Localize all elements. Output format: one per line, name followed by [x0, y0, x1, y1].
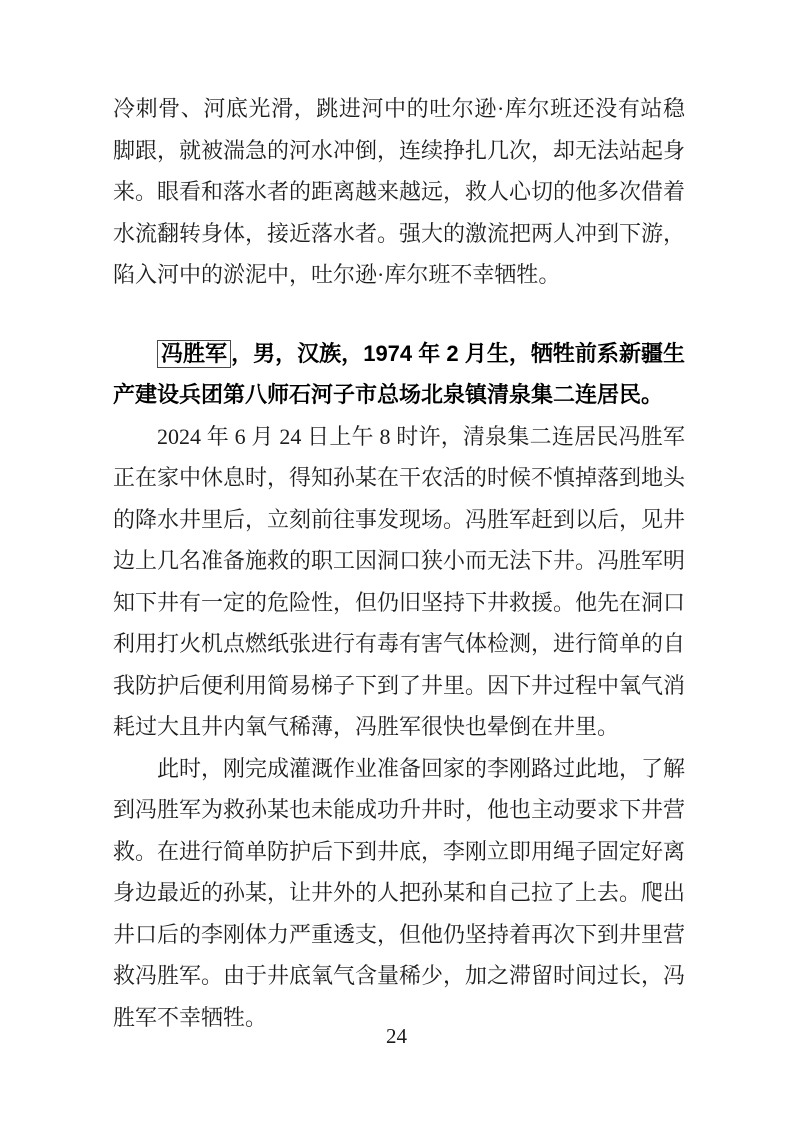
paragraph-feng-rescue: 2024 年 6 月 24 日上午 8 时许，清泉集二连居民冯胜军正在家中休息时，得知孙某在干农活的时候不慎掉落到地头的降水井里后，立刻前往事发现场。冯胜军赶到以后，见井边上几名准备施救的职工因洞口狭小而无法下井。冯胜军明知下井有一定的危险性，但仍旧坚持下井救援。他先在洞口利用打火机点燃纸张进行有毒有害气体检测，进行简单的自我防护后便利用简易梯子下到了井里。因下井过程中氧气消耗过大且井内氧气稀薄，冯胜军很快也晕倒在井里。 [113, 423, 686, 739]
paragraph-li-rescue: 此时，刚完成灌溉作业准备回家的李刚路过此地，了解到冯胜军为救孙某也未能成功升井时，他也主动要求下井营救。在进行简单防护后下到井底，李刚立即用绳子固定好离身边最近的孙某，让井外的人把孙某和自己拉了上去。爬出井口后的李刚体力严重透支，但他仍坚持着再次下到井里营救冯胜军。由于井底氧气含量稀少，加之滞留时间过长，冯胜军不幸牺牲。 [113, 755, 686, 1030]
page-number: 24 [386, 1024, 407, 1048]
profile-heading-text: ，男，汉族，1974 年 2 月生，牺牲前系新疆生产建设兵团第八师石河子市总场北泉镇清泉集二连居民。 [113, 340, 685, 407]
continuation-paragraph: 冷刺骨、河底光滑，跳进河中的吐尔逊·库尔班还没有站稳脚跟，就被湍急的河水冲倒，连续挣扎几次，却无法站起身来。眼看和落水者的距离越来越远，救人心切的他多次借着水流翻转身体，接近落水者。强大的激流把两人冲到下游，陷入河中的淤泥中，吐尔逊·库尔班不幸牺牲。 [113, 96, 686, 287]
document-body [113, 88, 685, 1038]
profile-heading [113, 333, 685, 416]
boxed-name: 冯胜军 [157, 340, 231, 368]
